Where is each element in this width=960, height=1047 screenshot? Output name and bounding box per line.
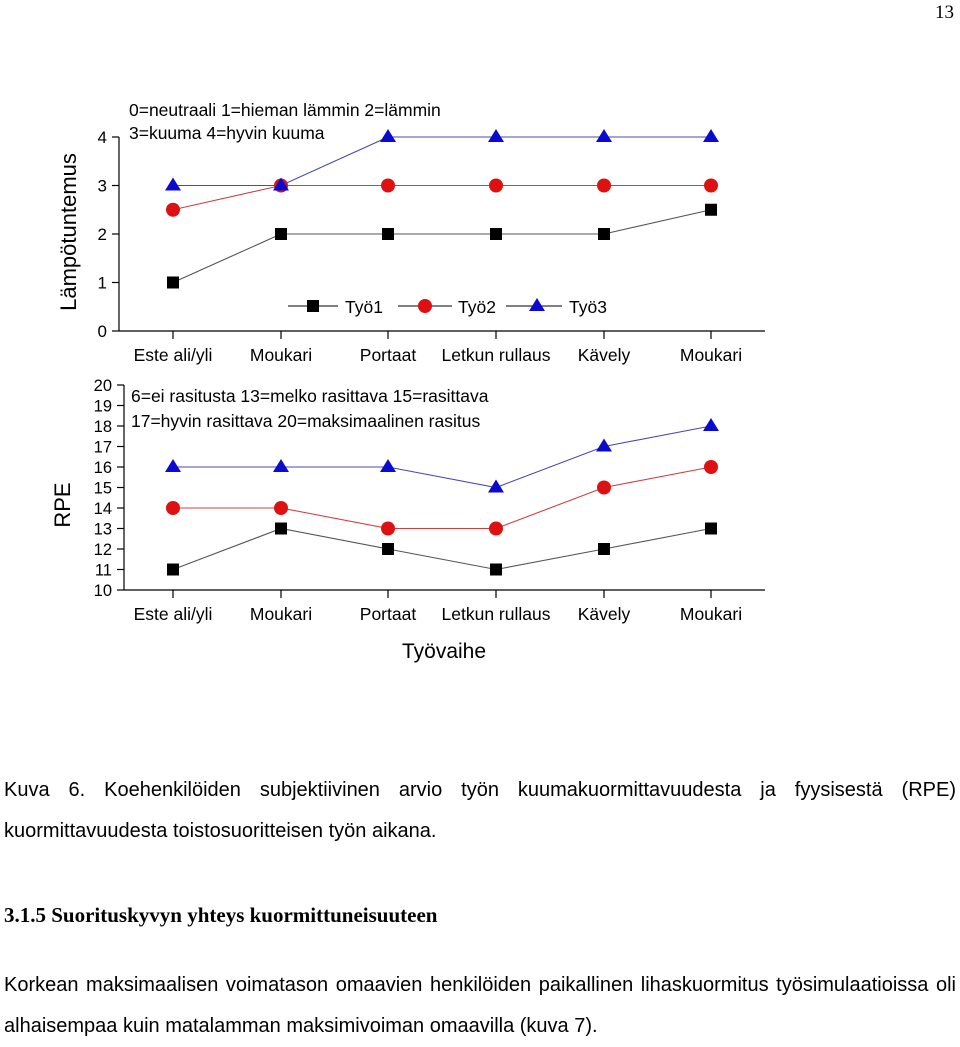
chart2-y-tick-label: 20 [93,377,112,395]
chart2-annotation-line-2: 17=hyvin rasittava 20=maksimaalinen rasitus [131,411,481,431]
chart2-point-Työ1 [705,523,717,535]
rpe-chart [50,377,765,663]
chart1-point-Työ1 [598,228,610,240]
chart1-ylabel: Lämpötuntemus [56,153,81,311]
chart2-y-tick-label: 13 [93,520,112,539]
chart2-point-Työ2 [274,501,288,515]
chart1-point-Työ1 [275,228,287,240]
chart2-y-tick-label: 16 [93,459,112,477]
chart1-legend [288,297,607,317]
chart2-x-tick-label: Kävely [577,604,631,624]
chart1-annotation-line-1: 0=neutraali 1=hieman lämmin 2=lämmin [129,100,441,120]
chart1-point-Työ3 [703,129,719,142]
chart2-y-tick-label: 15 [93,479,112,498]
chart1-series-line-Työ3 [173,137,711,186]
chart1-point-Työ1 [490,228,502,240]
chart2-x-tick-label: Moukari [679,604,743,624]
chart1-x-tick-label: Kävely [577,345,631,365]
legend-label-Työ2: Työ2 [458,297,496,317]
chart2-y-tick-label: 17 [93,438,112,457]
chart2-ylabel: RPE [50,482,75,528]
chart2-point-Työ1 [598,543,610,555]
chart2-x-tick-label: Letkun rullaus [441,604,551,624]
chart2-point-Työ2 [489,522,503,536]
chart2-point-Työ1 [490,564,502,576]
chart1-x-tick-label: Moukari [679,345,743,365]
chart1-y-tick-label: 0 [97,322,107,341]
chart1-point-Työ2 [489,179,503,193]
legend-label-Työ3: Työ3 [569,297,607,317]
chart1-y-tick-label: 3 [97,176,107,196]
body-paragraph: Korkean maksimaalisen voimatason omaavien henkilöiden paikallinen lihaskuormitus työsimulaatioissa oli alhaisempaa kuin matalamman maksimivoiman omaavilla (kuva 7). [4,974,956,1037]
chart1-series-line-Työ1 [173,210,711,283]
chart2-series-line-Työ1 [173,529,711,570]
chart2-point-Työ2 [704,460,718,474]
chart1-x-tick-label: Portaat [359,345,417,365]
chart1-point-Työ3 [488,129,504,142]
chart1-y-tick-label: 1 [97,273,107,293]
chart1-point-Työ2 [704,179,718,193]
legend-marker-Työ1 [307,300,319,312]
chart1-point-Työ3 [165,178,181,191]
chart2-point-Työ2 [381,522,395,536]
chart2-point-Työ3 [273,459,289,472]
chart2-x-tick-label: Moukari [249,604,313,624]
chart1-x-tick-label: Letkun rullaus [441,345,551,365]
chart2-x-tick-label: Este ali/yli [133,604,213,624]
chart1-point-Työ1 [705,204,717,216]
chart2-y-tick-label: 19 [93,397,112,416]
chart1-annotation-line-2: 3=kuuma 4=hyvin kuuma [129,123,325,143]
chart1-y-tick-label: 2 [97,225,107,244]
legend-label-Työ1: Työ1 [345,297,383,317]
chart2-point-Työ1 [382,543,394,555]
chart1-point-Työ1 [167,277,179,289]
chart1-series-line-Työ2 [173,186,711,210]
chart2-point-Työ3 [703,418,719,431]
legend-marker-Työ2 [418,299,432,313]
chart2-point-Työ2 [166,501,180,515]
chart1-point-Työ2 [166,203,180,217]
page-number: 13 [935,2,954,23]
chart2-point-Työ3 [165,459,181,472]
chart1-x-tick-label: Moukari [249,345,313,365]
chart2-y-tick-label: 14 [93,500,112,518]
figure-caption: Kuva 6. Koehenkilöiden subjektiivinen arvio työn kuumakuormittavuudesta ja fyysisestä (RPE) kuormittavuudesta toistosuoritteisen työn aikana. [4,779,956,842]
chart1-x-tick-label: Este ali/yli [133,345,213,365]
section-heading: 3.1.5 Suorituskyvyn yhteys kuormittuneisuuteen [4,903,438,927]
chart2-y-tick-label: 12 [93,541,112,559]
temperature-chart [56,100,765,365]
chart2-y-tick-label: 11 [94,561,112,580]
chart1-point-Työ2 [597,179,611,193]
chart2-point-Työ1 [275,523,287,535]
chart1-point-Työ1 [382,228,394,240]
chart1-point-Työ3 [596,129,612,142]
chart2-series-line-Työ3 [173,426,711,488]
chart2-y-tick-label: 18 [93,418,112,436]
chart2-series-line-Työ2 [173,467,711,529]
chart1-point-Työ2 [381,179,395,193]
chart2-annotation-line-1: 6=ei rasitusta 13=melko rasittava 15=rasittava [131,386,489,406]
chart2-point-Työ1 [167,564,179,576]
chart2-point-Työ2 [597,481,611,495]
chart2-point-Työ3 [380,459,396,472]
chart2-y-tick-label: 10 [93,582,112,600]
chart1-y-tick-label: 4 [97,128,107,147]
chart2-x-tick-label: Portaat [359,604,417,624]
chart2-xlabel: Työvaihe [401,640,487,663]
legend-marker-Työ3 [529,298,545,311]
chart1-point-Työ3 [380,129,396,142]
